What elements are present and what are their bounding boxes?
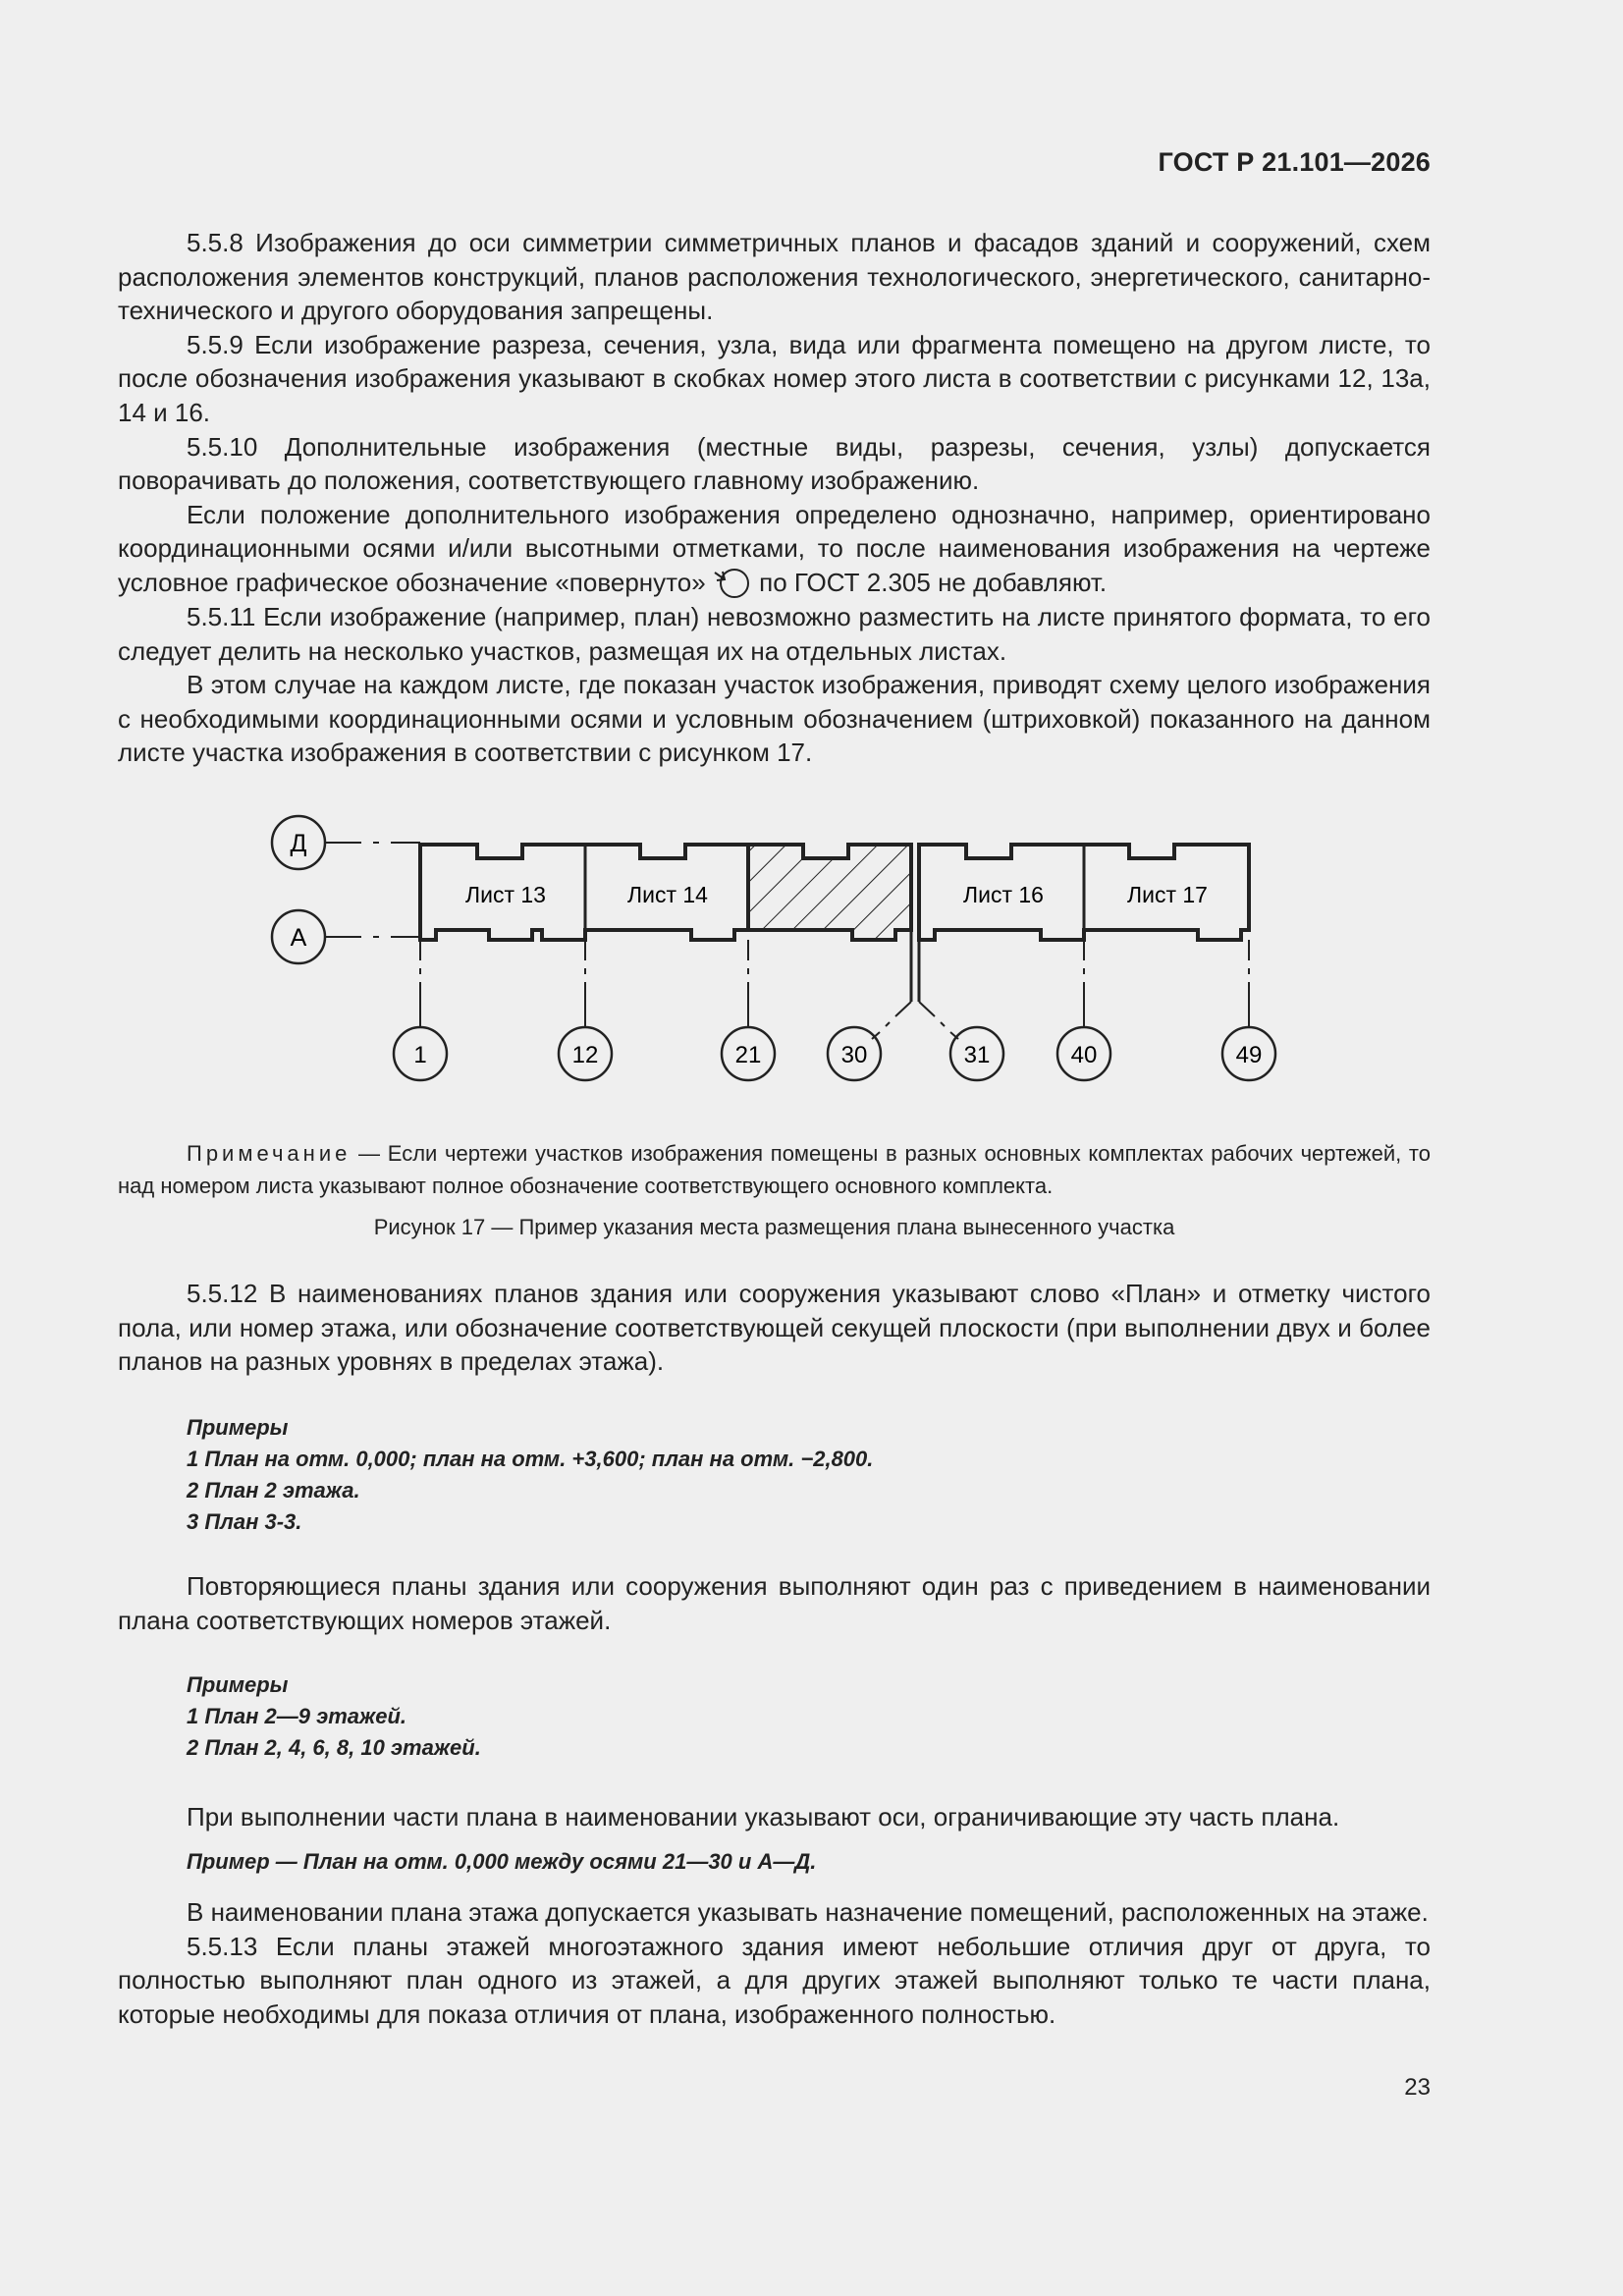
example-item: 2 План 2 этажа. xyxy=(187,1478,360,1503)
row-axis-d xyxy=(272,816,325,869)
axis-label: 12 xyxy=(571,1042,599,1068)
examples-block-1 xyxy=(187,1412,873,1538)
axis-bubble-30 xyxy=(828,1027,881,1080)
example-item: 1 План 2—9 этажей. xyxy=(187,1704,406,1728)
paragraph-scheme: В этом случае на каждом листе, где показан участок изображения, приводят схему целого изображения с необходимыми координационными осями и условным обозначением (штриховкой) показанного на данном листе участка изображения в соответствии с рисунком 17. xyxy=(118,670,1431,768)
axis-label: 30 xyxy=(840,1042,868,1068)
figure-caption: Рисунок 17 — Пример указания места размещения плана вынесенного участка xyxy=(373,1215,1175,1239)
figure-17-diagram xyxy=(0,805,1623,1120)
axis-bubble-31 xyxy=(950,1027,1003,1080)
paragraph-5-5-12: 5.5.12 В наименованиях планов здания или сооружения указывают слово «План» и отметку чистого пола, или номер этажа, или обозначение соответствующей секущей плоскости (при выполнении двух и более планов на разных уровнях в пределах этажа). xyxy=(118,1279,1431,1377)
axis-label: 21 xyxy=(734,1042,762,1068)
row-axis-label: А xyxy=(290,924,307,952)
page-number: 23 xyxy=(1404,2074,1431,2101)
note-text: — Если чертежи участков изображения помещены в разных основных комплектах рабочих чертежей, то над номером листа указывают полное обозначение соответствующего основного комплекта. xyxy=(118,1141,1431,1198)
section-5-5-8-11 xyxy=(118,226,1431,770)
row-axis-label: Д xyxy=(290,830,307,857)
sheet-label: Лист 16 xyxy=(963,882,1044,907)
sheet-label: Лист 14 xyxy=(627,882,708,907)
row-axis-a xyxy=(272,910,325,963)
examples-block-2 xyxy=(187,1669,481,1764)
sheet-label: Лист 13 xyxy=(465,882,546,907)
section-5-5-13 xyxy=(118,1895,1431,2031)
paragraph-rotated-start: Если положение дополнительного изображения определено однозначно, например, ориентировано координационными осями и/или высотными отметками, то после наименования изображения на чертеже условное графическое обозначение «повернуто» xyxy=(118,499,1431,597)
example-item: 1 План на отм. 0,000; план на отм. +3,600; план на отм. −2,800. xyxy=(187,1447,874,1471)
axis-bubble-1 xyxy=(394,1027,447,1080)
axis-bubble-40 xyxy=(1057,1027,1110,1080)
figure-note xyxy=(118,1137,1431,1202)
section-plan-part xyxy=(118,1800,1431,1834)
paragraph-room-purpose: В наименовании плана этажа допускается указывать назначение помещений, расположенных на этаже. xyxy=(187,1897,1429,1927)
axis-label: 40 xyxy=(1070,1042,1098,1068)
axis-label: 49 xyxy=(1235,1042,1263,1068)
paragraph-5-5-9: 5.5.9 Если изображение разреза, сечения, узла, вида или фрагмента помещено на другом листе, то после обозначения изображения указывают в скобках номер этого листа в соответствии с рисунками 12, 13а, 14 и 16. xyxy=(118,329,1431,427)
example-single: Пример — План на отм. 0,000 между осями 21—30 и А—Д. xyxy=(187,1849,817,1874)
examples-title: Примеры xyxy=(187,1672,289,1697)
section-5-5-12 xyxy=(118,1277,1431,1379)
paragraph-plan-part: При выполнении части плана в наименовании указывают оси, ограничивающие эту часть плана. xyxy=(187,1802,1340,1831)
examples-title: Примеры xyxy=(187,1415,289,1440)
hatched-sheet xyxy=(748,845,911,940)
axis-label: 1 xyxy=(413,1042,427,1068)
paragraph-rotated xyxy=(118,498,1431,600)
paragraph-rotated-end: по ГОСТ 2.305 не добавляют. xyxy=(759,567,1108,597)
axis-label: 31 xyxy=(963,1042,991,1068)
paragraph-5-5-11: 5.5.11 Если изображение (например, план) невозможно разместить на листе принятого формата, то его следует делить на несколько участков, размещая их на отдельных листах. xyxy=(118,601,1431,666)
axis-bubble-49 xyxy=(1222,1027,1275,1080)
example-item: 3 План 3-3. xyxy=(187,1509,302,1534)
paragraph-repeated-plans: Повторяющиеся планы здания или сооружения выполняют один раз с приведением в наименовании плана соответствующих номеров этажей. xyxy=(118,1571,1431,1635)
example-item: 2 План 2, 4, 6, 8, 10 этажей. xyxy=(187,1735,481,1760)
rotated-symbol-icon xyxy=(713,567,752,600)
axis-bubble-21 xyxy=(722,1027,775,1080)
axis-bubble-12 xyxy=(559,1027,612,1080)
sheet-label: Лист 17 xyxy=(1127,882,1208,907)
note-label: Примечание xyxy=(187,1141,352,1166)
document-header: ГОСТ Р 21.101—2026 xyxy=(1158,147,1431,177)
paragraph-5-5-13: 5.5.13 Если планы этажей многоэтажного здания имеют небольшие отличия друг от друга, то полностью выполняют план одного из этажей, а для других этажей выполняют только те части плана, которые необходимы для показа отличия от плана, изображенного полностью. xyxy=(118,1931,1431,2029)
section-repeated-plans xyxy=(118,1569,1431,1637)
paragraph-5-5-10: 5.5.10 Дополнительные изображения (местные виды, разрезы, сечения, узлы) допускается поворачивать до положения, соответствующего главному изображению. xyxy=(118,431,1431,496)
paragraph-5-5-8: 5.5.8 Изображения до оси симметрии симметричных планов и фасадов зданий и сооружений, схем расположения элементов конструкций, планов расположения технологического, энергетического, санитарно-технического и другого оборудования запрещены. xyxy=(118,228,1431,326)
